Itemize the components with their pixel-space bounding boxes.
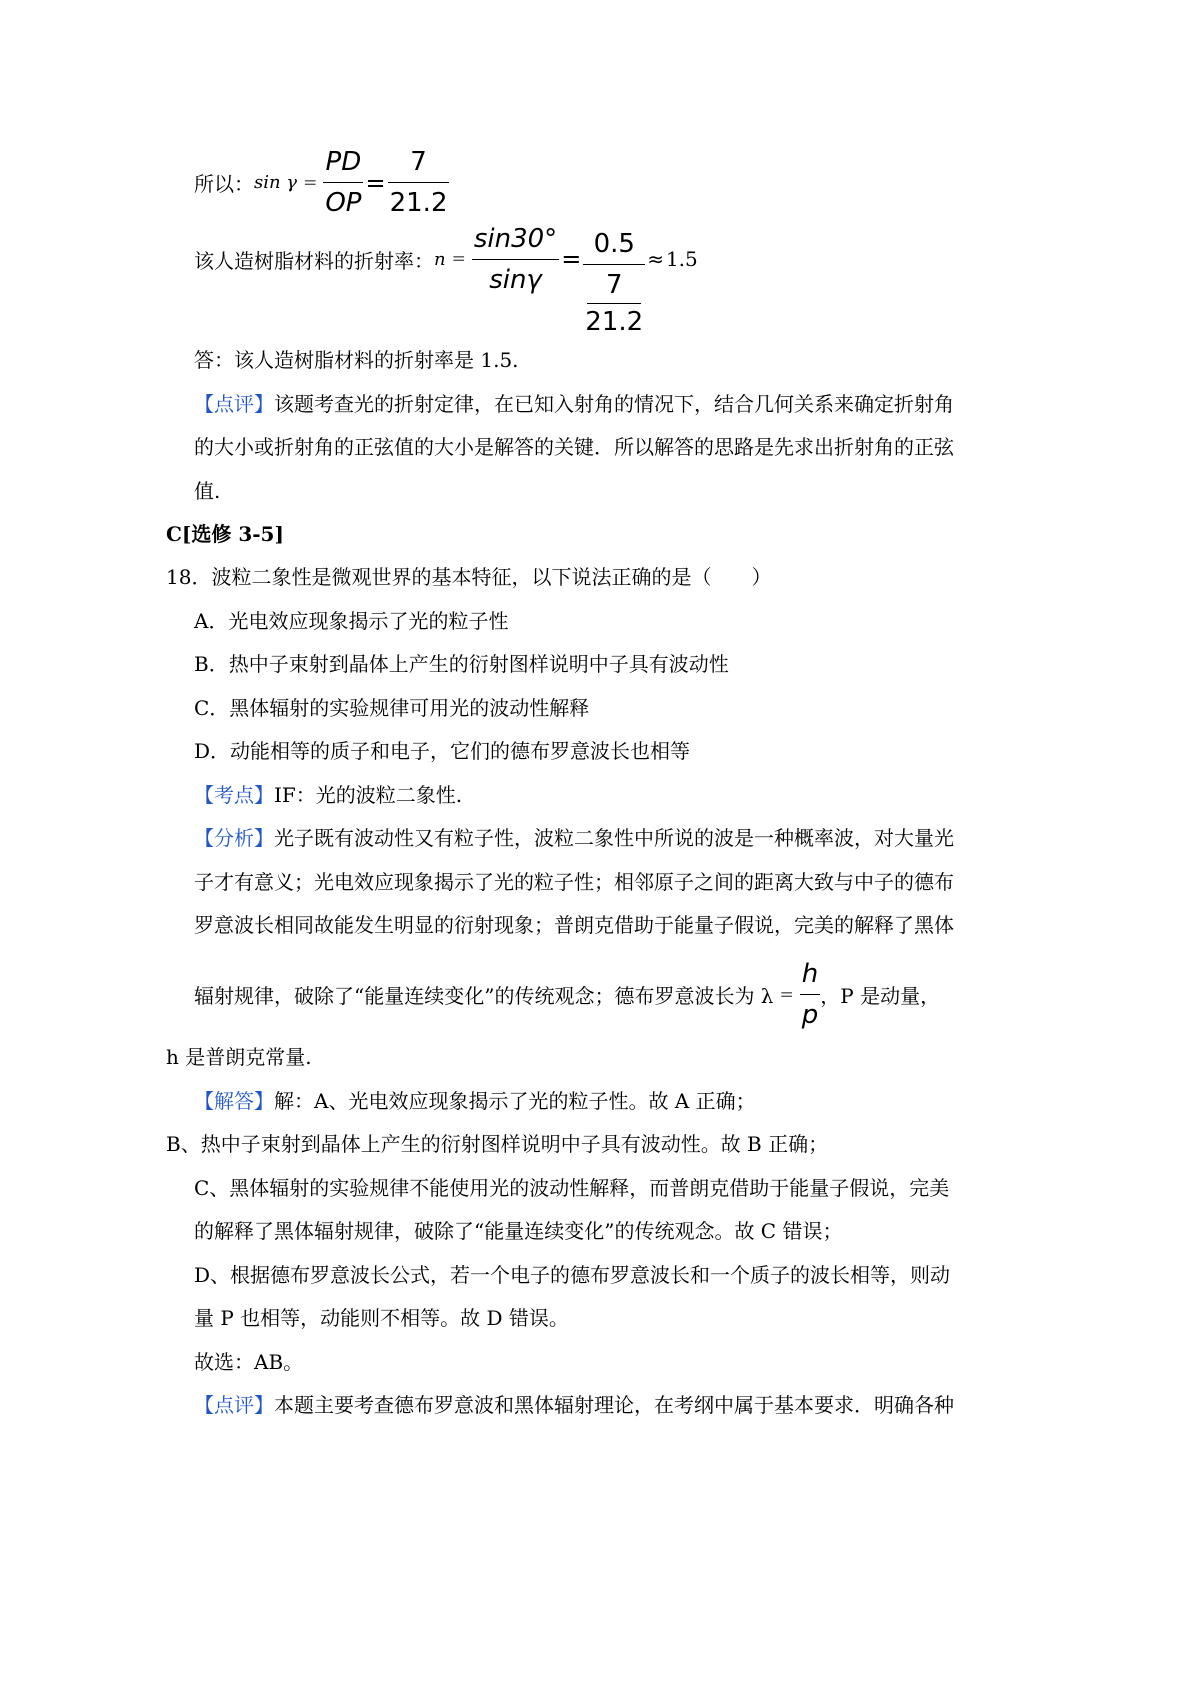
eq2-eq: = bbox=[451, 249, 466, 269]
jieda-tag: 【解答】 bbox=[194, 1089, 274, 1113]
comment18-tag: 【点评】 bbox=[194, 1393, 274, 1417]
eq2-frac1-den: sinγ bbox=[489, 264, 542, 295]
jieda-line6: 量 P 也相等，动能则不相等。故 D 错误。 bbox=[194, 1306, 569, 1330]
option-d: D．动能相等的质子和电子，它们的德布罗意波长也相等 bbox=[194, 739, 691, 763]
eq1-frac2-num: 7 bbox=[410, 147, 427, 177]
fenxi-tag: 【分析】 bbox=[194, 826, 274, 850]
fenxi-line1: 【分析】光子既有波动性又有粒子性，波粒二象性中所说的波是一种概率波，对大量光 bbox=[194, 826, 954, 850]
comment-17-line3: 值. bbox=[194, 479, 221, 503]
jieda-line5: D、根据德布罗意波长公式，若一个电子的德布罗意波长和一个质子的波长相等，则动 bbox=[194, 1263, 951, 1287]
section-heading: C[选修 3-5] bbox=[166, 522, 284, 546]
option-b: B．热中子束射到晶体上产生的衍射图样说明中子具有波动性 bbox=[194, 652, 729, 676]
eq1-frac2-den: 21.2 bbox=[389, 188, 448, 218]
option-c: C．黑体辐射的实验规律可用光的波动性解释 bbox=[194, 696, 590, 720]
fenxi-line4: 辐射规律，破除了“能量连续变化”的传统观念；德布罗意波长为 λ = $\frac{h}{p}$ ，P 是动量， bbox=[194, 956, 940, 1033]
eq1-eq: = bbox=[303, 172, 318, 193]
fenxi-frac-den: p bbox=[801, 1000, 819, 1030]
comment-17-line2: 的大小或折射角的正弦值的大小是解答的关键．所以解答的思路是先求出折射角的正弦 bbox=[194, 435, 954, 459]
eq1-frac1-den: OP bbox=[325, 188, 362, 218]
eq1-fraction-pd-op bbox=[323, 144, 363, 221]
comment-17-line1: 【点评】该题考查光的折射定律，在已知入射角的情况下，结合几何关系来确定折射角 bbox=[194, 392, 954, 416]
jieda-line3: C、黑体辐射的实验规律不能使用光的波动性解释，而普朗克借助于能量子假说，完美 bbox=[194, 1176, 950, 1200]
jieda-line7: 故选：AB。 bbox=[194, 1350, 304, 1374]
eq2-label: 该人造树脂材料的折射率： bbox=[194, 248, 434, 273]
comment-tag: 【点评】 bbox=[194, 392, 274, 416]
eq1-lhs: sin γ bbox=[254, 172, 298, 193]
eq1-equals: = bbox=[365, 168, 386, 197]
eq2-equals: = bbox=[561, 245, 582, 273]
eq2-result: 1.5 bbox=[665, 247, 698, 271]
fenxi-line3: 罗意波长相同故能发生明显的衍射现象；普朗克借助于能量子假说，完美的解释了黑体 bbox=[194, 913, 954, 937]
fenxi-line5: h 是普朗克常量. bbox=[166, 1045, 312, 1069]
jieda-line1: 【解答】解：A、光电效应现象揭示了光的粒子性。故 A 正确； bbox=[194, 1089, 756, 1113]
jieda-line2: B、热中子束射到晶体上产生的衍射图样说明中子具有波动性。故 B 正确； bbox=[166, 1132, 829, 1156]
equation-refractive-index bbox=[194, 223, 698, 340]
fenxi-eq: = bbox=[779, 984, 794, 1005]
fenxi-line2: 子才有意义；光电效应现象揭示了光的粒子性；相邻原子之间的距离大致与中子的德布 bbox=[194, 870, 954, 894]
option-a: A．光电效应现象揭示了光的粒子性 bbox=[194, 609, 509, 633]
eq2-frac2-den-num: 7 bbox=[605, 270, 623, 300]
eq2-fraction-sin bbox=[472, 221, 559, 298]
kaodian-tag: 【考点】 bbox=[194, 783, 274, 807]
equation-sin-gamma bbox=[194, 144, 449, 221]
fenxi-frac-num: h bbox=[801, 959, 819, 989]
comment-18-line1: 【点评】本题主要考查德布罗意波和黑体辐射理论，在考纲中属于基本要求．明确各种 bbox=[194, 1393, 954, 1417]
eq1-label: 所以： bbox=[194, 172, 254, 196]
eq2-frac2-den-den: 21.2 bbox=[585, 307, 644, 337]
eq2-fraction-compound bbox=[583, 226, 645, 340]
eq2-lhs: n bbox=[434, 248, 446, 270]
kaodian: 【考点】IF：光的波粒二象性. bbox=[194, 783, 463, 807]
eq2-approx: ≈ bbox=[647, 247, 664, 271]
answer-17: 答：该人造树脂材料的折射率是 1.5. bbox=[194, 348, 519, 372]
eq2-frac2-num: 0.5 bbox=[593, 229, 635, 259]
eq2-frac1-num: sin30° bbox=[473, 223, 558, 254]
eq1-frac1-num: PD bbox=[325, 147, 362, 177]
jieda-line4: 的解释了黑体辐射规律，破除了“能量连续变化”的传统观念。故 C 错误； bbox=[194, 1219, 843, 1243]
eq1-fraction-value bbox=[388, 144, 450, 221]
de-broglie-fraction bbox=[800, 956, 821, 1033]
question-18-stem: 18．波粒二象性是微观世界的基本特征，以下说法正确的是（ ） bbox=[166, 565, 772, 589]
